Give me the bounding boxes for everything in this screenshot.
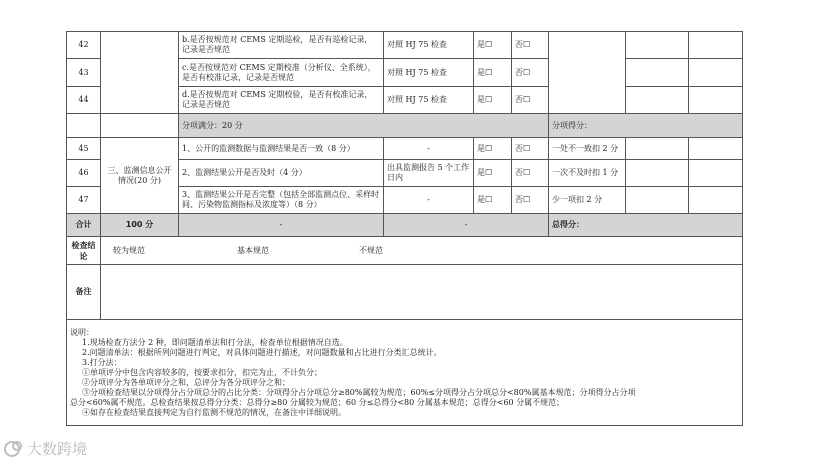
yes-checkbox[interactable]: 是☐ — [474, 187, 512, 214]
watermark-text: 大数跨境 — [27, 440, 88, 458]
note-line: ③分项检查结果以分项得分占分项总分的占比分类：分项得分占分项总分≥80%属较为规范；60%≤分项得分占分项总分<80%属基本规范；分项得分占分项 — [82, 387, 636, 397]
no-checkbox[interactable]: 否☐ — [512, 138, 549, 160]
note-line: ②分项评分为各单项评分之和，总评分为各分项评分之和； — [82, 377, 290, 387]
no-checkbox[interactable]: 否☐ — [512, 87, 549, 114]
table-row — [67, 32, 743, 59]
score-cell — [626, 138, 689, 160]
section-sub-score: 分项得分： — [549, 114, 743, 138]
note-line: 2.问题清单法：根据所列问题进行判定，对具体问题进行描述，对问题数量和占比进行分类汇总统计。 — [82, 347, 442, 357]
note-line: ①单项评分中包含内容较多的，按要求扣分，扣完为止，不计负分； — [82, 367, 322, 377]
check-item: 3、监测结果公开是否完整（包括全部监测点位、采样时间、污染物监测指标及浓度等）（8 分） — [179, 187, 384, 214]
score-cell — [626, 187, 689, 214]
remark-cell — [689, 32, 743, 59]
yes-checkbox[interactable]: 是☐ — [474, 160, 512, 187]
row-number: 43 — [67, 59, 101, 87]
remarks-row — [67, 265, 743, 320]
option-relatively-standard[interactable]: 较为规范 — [113, 245, 145, 255]
total-label: 合计 — [67, 214, 101, 237]
total-row — [67, 214, 743, 237]
note-line: 1.现场检查方法分 2 种，即问题清单法和打分法，检查单位根据情况自选。 — [82, 337, 348, 347]
row-number: 42 — [67, 32, 101, 59]
section-cell-empty — [101, 32, 179, 114]
row-number: 47 — [67, 187, 101, 214]
remark-cell — [689, 138, 743, 160]
notes-heading: 说明： — [70, 327, 94, 337]
table-row — [67, 138, 743, 160]
score-cell — [626, 87, 689, 114]
row-number: 44 — [67, 87, 101, 114]
conclusion-label: 检查结论 — [67, 237, 101, 265]
conclusion-row — [67, 237, 743, 265]
no-checkbox[interactable]: 否☐ — [512, 59, 549, 87]
check-method: - — [384, 187, 474, 214]
total-dash: - — [179, 214, 384, 237]
yes-checkbox[interactable]: 是☐ — [474, 87, 512, 114]
total-score: 总得分： — [549, 214, 743, 237]
total-score-max: 100 分 — [101, 214, 179, 237]
no-checkbox[interactable]: 否☐ — [512, 187, 549, 214]
remark-cell — [689, 160, 743, 187]
option-basically-standard[interactable]: 基本规范 — [237, 245, 269, 255]
blank-cell — [67, 114, 101, 138]
section-name: 三、监测信息公开情况(20 分) — [101, 138, 179, 214]
check-item: 2、监测结果公开是否及时（4 分） — [179, 160, 384, 187]
row-number: 46 — [67, 160, 101, 187]
check-item: c.是否按规范对 CEMS 定期校准（分析仪、全系统），是否有校准记录，记录是否规范 — [179, 59, 384, 87]
check-item: 1、公开的监测数据与监测结果是否一致（8 分） — [179, 138, 384, 160]
remark-cell — [689, 59, 743, 87]
note-line: ④如存在检查结果直接判定为自行监测不规范的情况，在备注中详细说明。 — [82, 407, 346, 417]
no-checkbox[interactable]: 否☐ — [512, 160, 549, 187]
deduction-rule: 一处不一致扣 2 分 — [549, 138, 626, 160]
deduction-rule: 少一项扣 2 分 — [549, 187, 626, 214]
check-method: 对照 HJ 75 检查 — [384, 32, 474, 59]
notes-cell — [67, 320, 743, 426]
remark-cell — [689, 87, 743, 114]
check-item: d.是否按规范对 CEMS 定期校验，是否有校准记录，记录是否规范 — [179, 87, 384, 114]
notes-row — [67, 320, 743, 426]
total-dash: - — [384, 214, 549, 237]
score-cell — [626, 32, 689, 59]
conclusion-options — [101, 237, 743, 265]
score-cell — [626, 59, 689, 87]
remarks-label: 备注 — [67, 265, 101, 320]
check-method: 出具监测报告 5 个工作日内 — [384, 160, 474, 187]
rule-cell-empty — [549, 32, 626, 114]
row-number: 45 — [67, 138, 101, 160]
remark-cell — [689, 187, 743, 214]
note-line: 3.打分法： — [82, 357, 122, 367]
option-non-standard[interactable]: 不规范 — [359, 245, 383, 255]
watermark — [4, 438, 87, 459]
check-method: 对照 HJ 75 检查 — [384, 87, 474, 114]
deduction-rule: 一次不及时扣 1 分 — [549, 160, 626, 187]
no-checkbox[interactable]: 否☐ — [512, 32, 549, 59]
yes-checkbox[interactable]: 是☐ — [474, 32, 512, 59]
watermark-logo-icon — [4, 440, 24, 458]
check-method: - — [384, 138, 474, 160]
check-method: 对照 HJ 75 检查 — [384, 59, 474, 87]
section-full-score: 分项满分：20 分 — [179, 114, 549, 138]
inspection-table — [66, 31, 743, 426]
blank-cell — [101, 114, 179, 138]
yes-checkbox[interactable]: 是☐ — [474, 138, 512, 160]
score-cell — [626, 160, 689, 187]
section-header-row — [67, 114, 743, 138]
remarks-field[interactable] — [101, 265, 743, 320]
note-line: 总分<60%属不规范。总检查结果按总得分分类：总得分≥80 分属较为规范；60 分≤总得分<80 分属基本规范；总得分<60 分属不规范； — [70, 397, 565, 407]
check-item: b.是否按规范对 CEMS 定期巡检，是否有巡检记录，记录是否规范 — [179, 32, 384, 59]
yes-checkbox[interactable]: 是☐ — [474, 59, 512, 87]
